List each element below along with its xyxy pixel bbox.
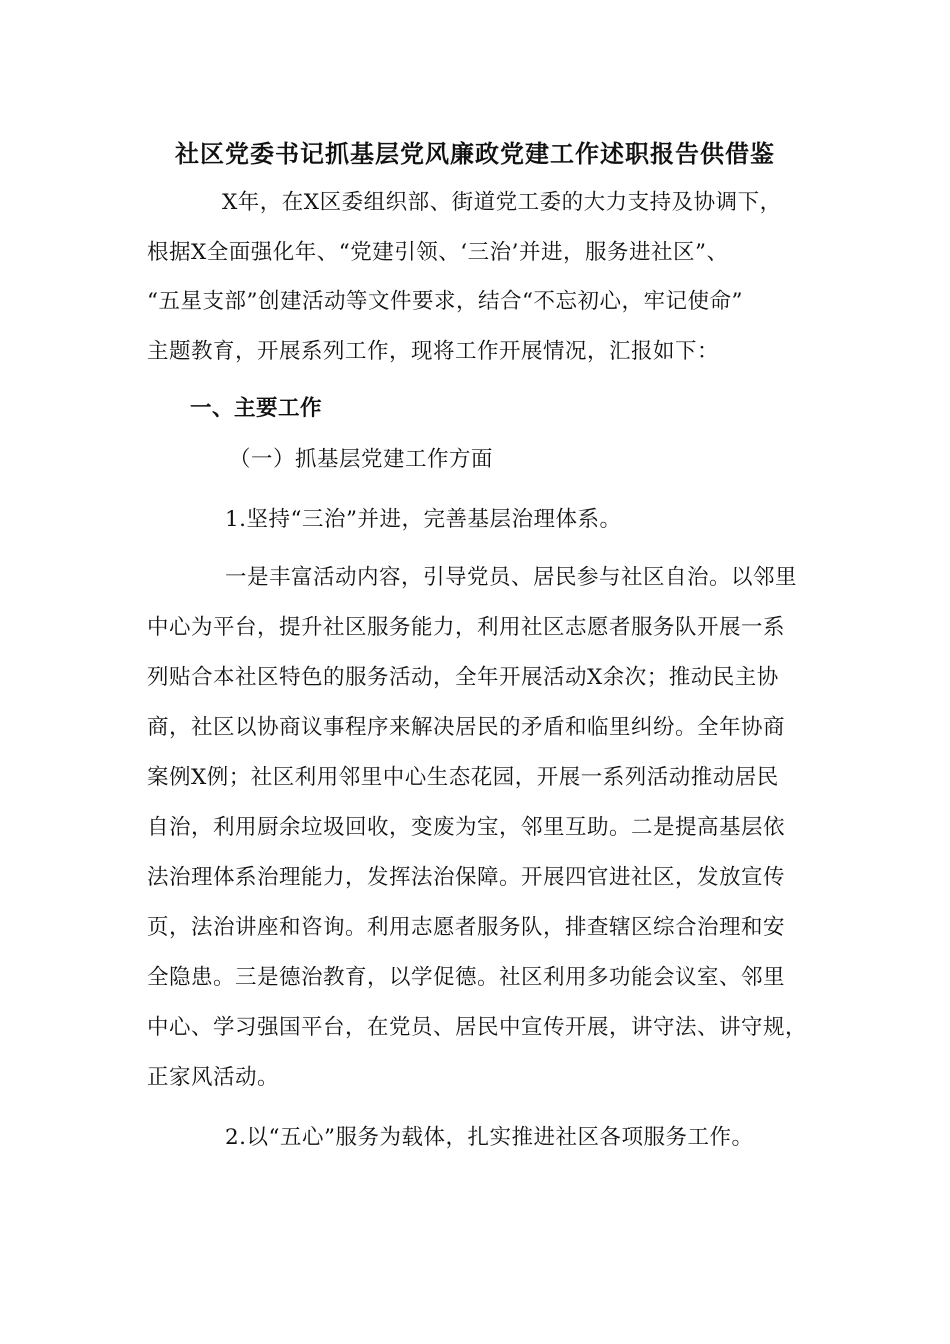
item1-line-7: 法治理体系治理能力，发挥法治保障。开展四官进社区，发放宣传 [147,865,786,890]
subsection-heading: （一）抓基层党建工作方面 [229,447,494,472]
item1-line-1: 一是丰富活动内容，引导党员、居民参与社区自治。以邻里 [225,565,798,590]
item1-line-4: 商，社区以协商议事程序来解决居民的矛盾和临里纠纷。全年协商 [147,715,786,740]
intro-line-3: “五星支部”创建活动等文件要求，结合“不忘初心，牢记使命” [147,289,743,314]
item1-line-9: 全隐患。三是德治教育，以学促德。社区利用多功能会议室、邻里 [147,965,786,990]
item1-heading: 1.坚持“三治”并进，完善基层治理体系。 [225,507,622,532]
item1-line-8: 页，法治讲座和咨询。利用志愿者服务队，排查辖区综合治理和安 [147,915,786,940]
section-heading: 一、主要工作 [190,396,323,421]
item1-line-10: 中心、学习强国平台，在党员、居民中宣传开展，讲守法、讲守规， [147,1015,808,1040]
intro-line-2: 根据X全面强化年、“党建引领、‘三治’并进，服务进社区”、 [147,240,729,265]
item1-line-2: 中心为平台，提升社区服务能力，利用社区志愿者服务队开展一系 [147,615,786,640]
item1-line-11: 正家风活动。 [147,1065,280,1090]
intro-line-4: 主题教育，开展系列工作，现将工作开展情况，汇报如下： [147,339,720,364]
intro-line-1: X年，在X区委组织部、街道党工委的大力支持及协调下， [222,190,782,215]
item1-line-5: 案例X例；社区利用邻里中心生态花园，开展一系列活动推动居民 [147,765,779,790]
item1-line-3: 列贴合本社区特色的服务活动，全年开展活动X余次；推动民主协 [147,665,779,690]
item1-line-6: 自治，利用厨余垃圾回收，变废为宝，邻里互助。二是提高基层依 [147,815,786,840]
item2-heading: 2.以“五心”服务为载体，扎实推进社区各项服务工作。 [225,1125,754,1150]
document-title: 社区党委书记抓基层党风廉政党建工作述职报告供借鉴 [175,139,775,168]
